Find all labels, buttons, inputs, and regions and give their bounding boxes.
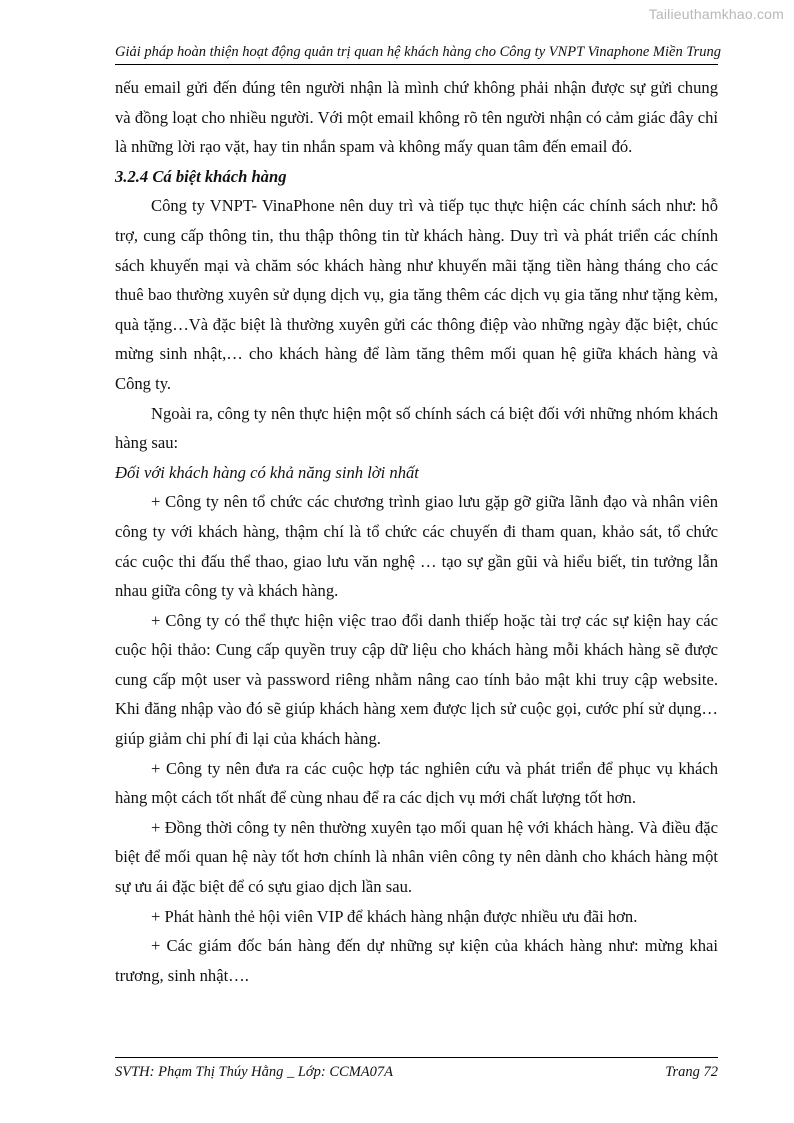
bullet-item: + Công ty nên đưa ra các cuộc hợp tác nghiên cứu và phát triển để phục vụ khách hàng một cách tốt nhất để cùng nhau để ra các dịch vụ mới chất lượng tốt hơn. [115,758,718,808]
page-header: Giải pháp hoàn thiện hoạt động quản trị quan hệ khách hàng cho Công ty VNPT Vinaphone Miền Trung [115,44,718,65]
subheading-profitable-customers: Đối với khách hàng có khả năng sinh lời nhất [115,462,419,482]
bullet-item: + Đồng thời công ty nên thường xuyên tạo mối quan hệ với khách hàng. Và điều đặc biệt để mối quan hệ này tốt hơn chính là nhân viên công ty nên dành cho khách hàng một sự ưu ái đặc biệt để có sựu giao dịch lần sau. [115,817,718,897]
page-content [115,73,718,990]
bullet-item: + Phát hành thẻ hội viên VIP để khách hàng nhận được nhiều ưu đãi hơn. [151,906,638,926]
watermark: Tailieuthamkhao.com [648,6,784,22]
bullet-item: + Công ty nên tổ chức các chương trình giao lưu gặp gỡ giữa lãnh đạo và nhân viên công ty với khách hàng, thậm chí là tổ chức các chuyến đi tham quan, khảo sát, tổ chức các cuộc thi đấu thể thao, giao lưu văn nghệ … tạo sự gần gũi và hiểu biết, tin tưởng lẫn nhau giữa công ty và khách hàng. [115,492,718,601]
paragraph-policy: Công ty VNPT- VinaPhone nên duy trì và tiếp tục thực hiện các chính sách như: hỗ trợ, cung cấp thông tin, thu thập thông tin từ khách hàng. Duy trì và phát triển các chính sách khuyến mại và chăm sóc khách hàng như khuyến mãi tặng tiền hàng tháng cho các thuê bao thường xuyên sử dụng dịch vụ, gia tăng thêm các dịch vụ gia tăng như tặng kèm, quà tặng…Và đặc biệt là thường xuyên gửi các thông điệp vào những ngày đặc biệt, chúc mừng sinh nhật,… cho khách hàng để làm tăng thêm mối quan hệ giữa khách hàng và Công ty. [115,196,718,393]
bullet-item: + Các giám đốc bán hàng đến dự những sự kiện của khách hàng như: mừng khai trương, sinh nhật…. [115,936,718,985]
paragraph-intro-groups: Ngoài ra, công ty nên thực hiện một số chính sách cá biệt đối với những nhóm khách hàng sau: [115,403,718,453]
section-heading: 3.2.4 Cá biệt khách hàng [115,166,287,186]
footer-author: SVTH: Phạm Thị Thúy Hằng _ Lớp: CCMA07A [115,1064,394,1080]
paragraph-continued: nếu email gửi đến đúng tên người nhận là mình chứ không phải nhận được sự gửi chung và đồng loạt cho nhiều người. Với một email không rõ tên người nhận có cảm giác đây chỉ là những lời rạo vặt, hay tin nhắn spam và không mấy quan tâm đến email đó. [115,78,718,157]
footer-page-number: Trang 72 [665,1064,718,1080]
bullet-item: + Công ty có thể thực hiện việc trao đổi danh thiếp hoặc tài trợ các sự kiện hay các cuộc hội thảo: Cung cấp quyền truy cập dữ liệu cho khách hàng mỗi khách hàng sẽ được cung cấp một user và password riêng nhằm nâng cao tính bảo mật khi truy cập website. Khi đăng nhập vào đó sẽ giúp khách hàng xem được lịch sử cuộc gọi, cước phí sử dụng… giúp giảm chi phí đi lại của khách hàng. [115,610,718,749]
page-footer [115,1057,718,1081]
